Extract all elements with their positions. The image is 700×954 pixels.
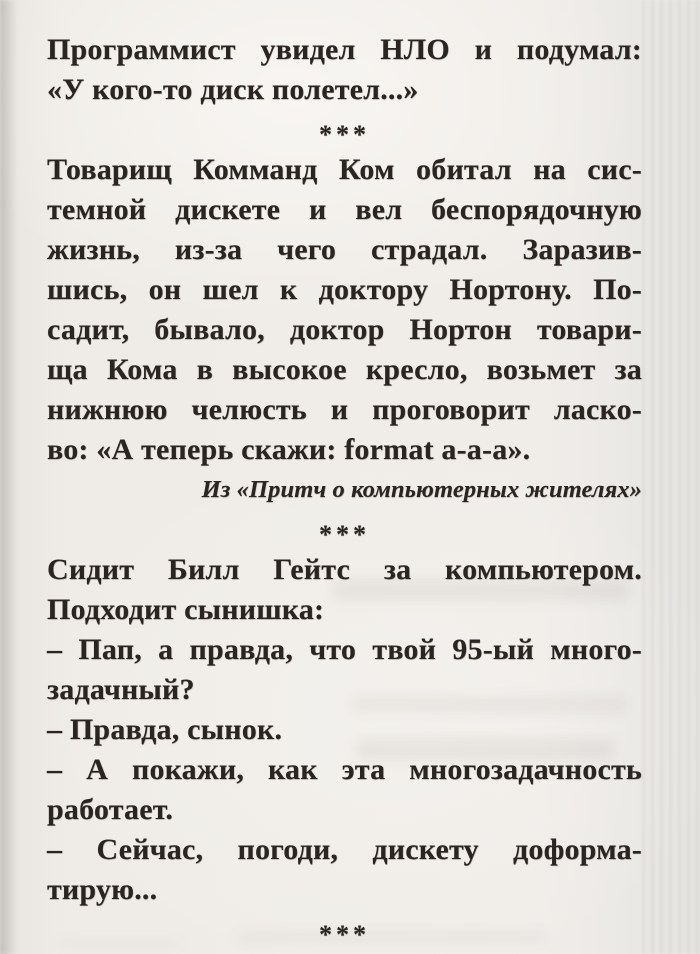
- text-line: садит, бывало, доктор Нортон товари-: [47, 313, 642, 346]
- text-line: Товарищ Комманд Ком обитал на сис-: [47, 153, 642, 186]
- text-line: нижнюю челюсть и проговорит ласко-: [47, 393, 642, 426]
- section-separator: [47, 910, 642, 950]
- text-line: Программист увидел НЛО и подумал:: [47, 33, 642, 66]
- text-line: Сидит Билл Гейтс за компьютером.: [47, 553, 642, 586]
- right-edge-scan-shade: [642, 0, 700, 954]
- section-separator: [47, 110, 642, 150]
- left-gutter-shadow: [0, 0, 18, 954]
- text-line: во: «А теперь скажи: format а-а-а».: [47, 433, 531, 466]
- text-line: – Сейчас, погоди, дискету доформа-: [47, 833, 642, 866]
- text-line: Подходит сынишка:: [47, 593, 325, 626]
- asterisk-separator: ***: [319, 520, 370, 549]
- text-line: – Правда, сынок.: [47, 713, 283, 746]
- asterisk-separator: ***: [319, 120, 370, 149]
- attribution-line: Из «Притч о компьютерных жителях»: [201, 476, 642, 503]
- text-line: тирую...: [47, 873, 158, 906]
- text-line: шись, он шел к доктору Нортону. По-: [47, 273, 642, 306]
- text-line: работает.: [47, 793, 174, 826]
- text-line: жизнь, из-за чего страдал. Заразив-: [47, 233, 642, 266]
- text-line: темной дискете и вел беспорядочную: [47, 193, 642, 226]
- asterisk-separator: ***: [319, 920, 370, 949]
- text-line: «У кого-то диск полетел...»: [47, 73, 419, 106]
- joke-bill-gates: [47, 550, 642, 910]
- text-column: [47, 30, 642, 950]
- text-line: ща Кома в высокое кресло, возьмет за: [47, 353, 642, 386]
- text-line: – А покажи, как эта многозадачность: [47, 753, 642, 786]
- joke-ufo: [47, 30, 642, 110]
- section-separator: [47, 510, 642, 550]
- text-line: задачный?: [47, 673, 195, 706]
- joke-command-com: [47, 150, 642, 510]
- text-line: – Пап, а правда, что твой 95-ый много-: [47, 633, 642, 666]
